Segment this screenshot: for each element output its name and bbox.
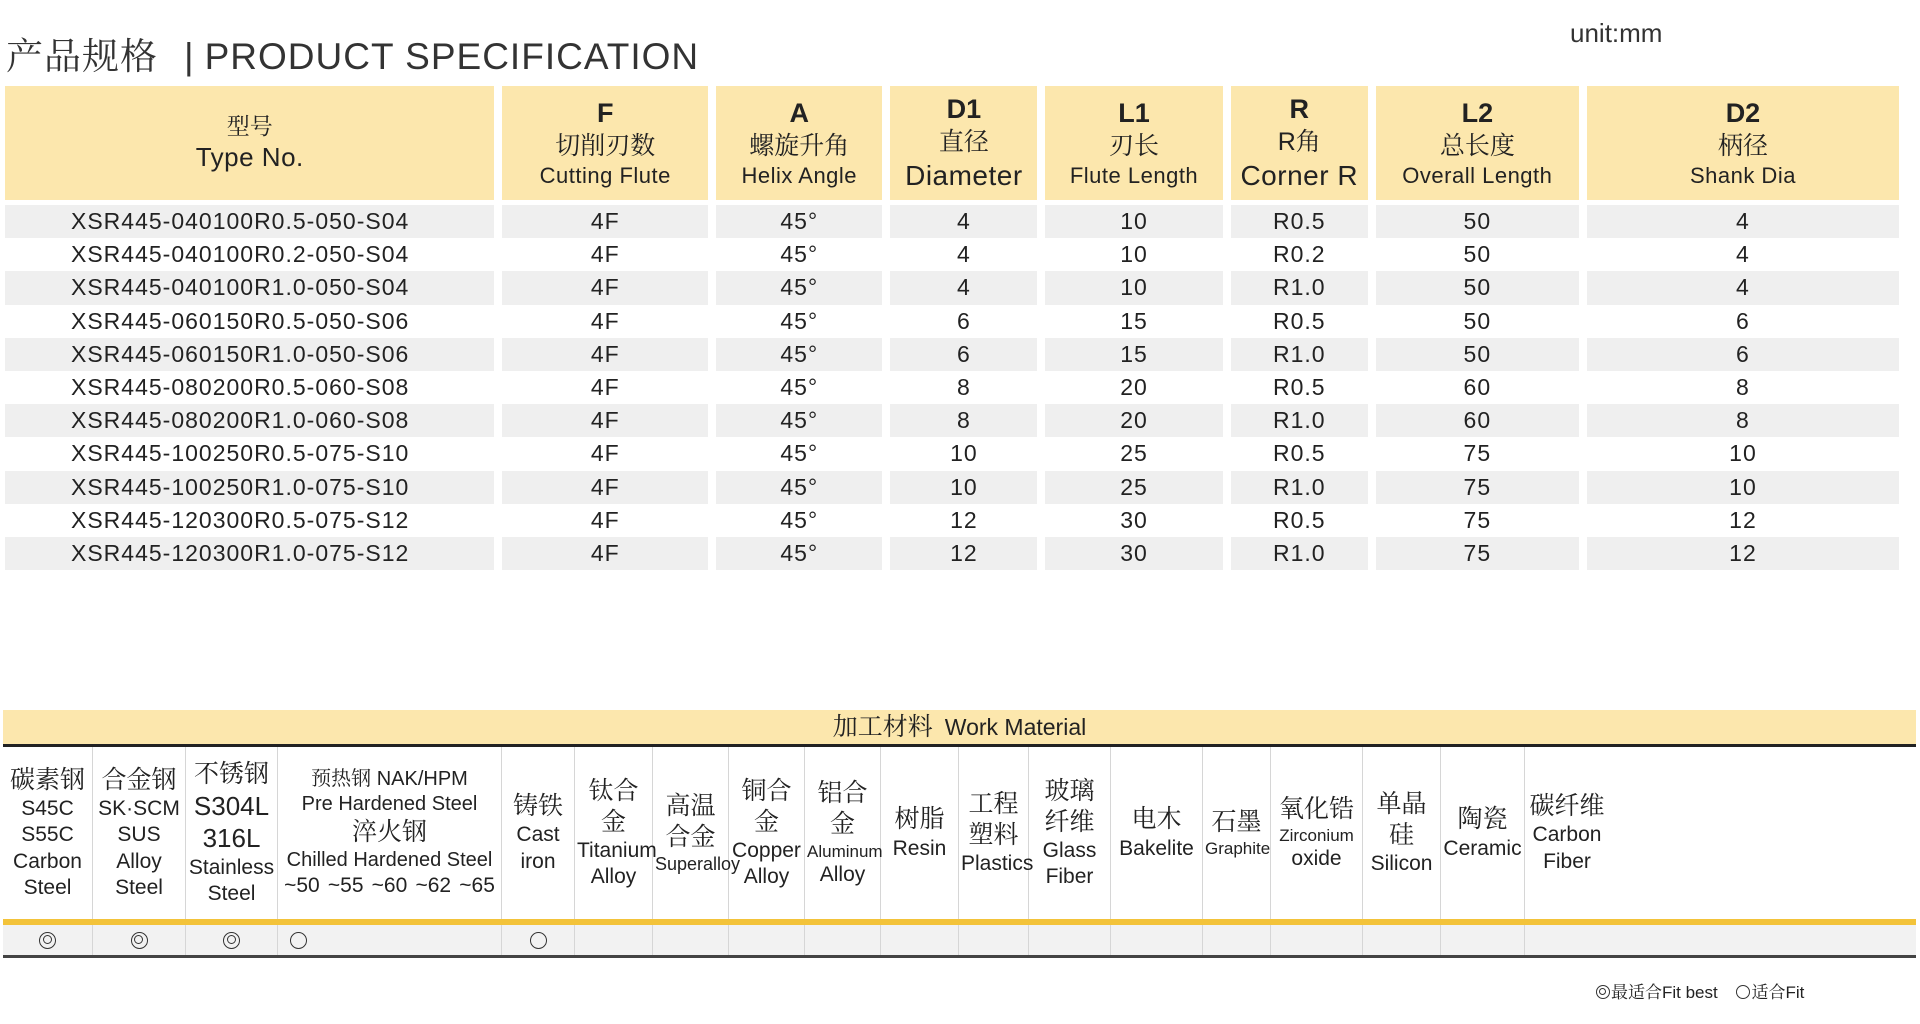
table-row [5, 271, 1899, 304]
material-text: Glass [1042, 839, 1097, 862]
material-text: Silicon [1370, 852, 1433, 876]
spec-cell: R0.5 [1272, 307, 1326, 334]
material-silicon [1363, 747, 1441, 919]
material-text: 合金 [665, 822, 716, 851]
spec-cell: R0.5 [1272, 440, 1326, 467]
spec-cell: 75 [1463, 506, 1492, 533]
model-cell: XSR445-060150R0.5-050-S06 [71, 307, 410, 334]
fit-legend [1596, 978, 1804, 1003]
material-text: S55C [21, 823, 74, 847]
fit-cell-silicon [1363, 925, 1441, 955]
header-label-cn: 刃长 [1109, 131, 1160, 160]
material-text: 单晶硅 [1376, 789, 1427, 849]
material-text: S304L [193, 790, 270, 821]
spec-cell: 75 [1463, 440, 1492, 467]
material-text: 工程 [968, 789, 1019, 818]
fit-cell-alloy [93, 925, 186, 955]
work-material-grid [3, 744, 1916, 925]
material-text: Carbon [1532, 823, 1602, 847]
material-text: 氧化锆 [1278, 794, 1354, 823]
spec-header-cell [5, 86, 494, 205]
spec-cell: 4 [1736, 241, 1750, 268]
material-glass-fiber [1029, 747, 1111, 919]
fit-cell-titanium [575, 925, 653, 955]
spec-cell: R1.0 [1231, 404, 1368, 437]
material-text: 树脂 [894, 805, 945, 834]
fit-cell-ceramic [1441, 925, 1525, 955]
material-text: 玻璃 [1044, 776, 1095, 805]
header-label-cn: 直径 [938, 127, 989, 156]
spec-cell: 12 [1587, 537, 1899, 570]
spec-cell: 6 [1587, 338, 1899, 371]
spec-cell: 10 [890, 471, 1037, 504]
spec-cell: 45° [716, 471, 882, 504]
spec-cell: 4F [590, 440, 620, 467]
material-text: 铝合金 [817, 779, 868, 839]
spec-cell: 15 [1045, 338, 1222, 371]
material-text: Steel [23, 875, 72, 899]
spec-cell: R0.5 [1272, 506, 1326, 533]
header-label-cn: 切削刃数 [555, 131, 656, 160]
material-text: 碳纤维 [1529, 792, 1605, 821]
spec-header-cell [1045, 86, 1222, 205]
spec-cell: 75 [1376, 471, 1579, 504]
header-symbol: A [789, 97, 809, 128]
header-label-en: Helix Angle [741, 162, 858, 188]
fit-cell-stainless [186, 925, 278, 955]
fit-cell-superalloy [653, 925, 729, 955]
material-text: 316L [202, 823, 261, 854]
fit-cell-carbon-fiber [1525, 925, 1609, 955]
material-text: Ceramic [1443, 836, 1522, 860]
material-prehardened [278, 747, 502, 919]
spec-header-cell [1376, 86, 1579, 205]
spec-cell: 4F [502, 404, 708, 437]
material-carbon-fiber [1525, 747, 1609, 919]
model-cell: XSR445-040100R0.5-050-S04 [5, 205, 494, 238]
spec-cell: 45° [716, 205, 882, 238]
spec-cell: 20 [1120, 374, 1148, 401]
title-separator: | [184, 36, 195, 77]
material-text: 陶瓷 [1457, 805, 1508, 834]
material-bakelite [1111, 747, 1203, 919]
material-superalloy [653, 747, 741, 919]
spec-cell: 4 [1587, 205, 1899, 238]
header-label-cn: 总长度 [1439, 131, 1515, 160]
spec-cell: 50 [1376, 205, 1579, 238]
header-label-cn: 螺旋升角 [749, 131, 850, 160]
fit-cell-aluminum [805, 925, 881, 955]
spec-cell: 25 [1120, 440, 1148, 467]
material-cast-iron [502, 747, 575, 919]
hrc-value: ~55 [327, 874, 364, 897]
spec-cell: 45° [780, 241, 819, 268]
header-label-en: Corner R [1240, 160, 1359, 191]
spec-cell: R1.0 [1231, 338, 1368, 371]
material-text: 铸铁 [512, 792, 563, 821]
table-row [5, 305, 1899, 338]
spec-cell: 4F [590, 241, 620, 268]
page-title-en: PRODUCT SPECIFICATION [204, 36, 700, 77]
material-text: Fiber [1045, 865, 1094, 889]
spec-cell: 6 [1736, 307, 1750, 334]
spec-cell: 8 [956, 374, 971, 401]
table-row [5, 404, 1899, 437]
spec-cell: 50 [1376, 338, 1579, 371]
fit-cell-zirconium [1271, 925, 1363, 955]
spec-cell: 25 [1045, 471, 1222, 504]
spec-cell: 45° [780, 440, 819, 467]
spec-cell: 6 [890, 338, 1037, 371]
table-row [5, 504, 1899, 537]
table-row [5, 371, 1899, 404]
table-row [5, 471, 1899, 504]
legend-best-label: 最适合Fit best [1611, 983, 1718, 1002]
fit-cell-cast-iron [502, 925, 575, 955]
spec-cell: 4F [590, 374, 620, 401]
spec-cell: 4 [1587, 271, 1899, 304]
page-title [6, 26, 699, 80]
header-symbol: L1 [1118, 97, 1150, 128]
material-text: Graphite [1205, 839, 1271, 858]
spec-cell: 10 [1587, 471, 1899, 504]
spec-header-cell [502, 86, 708, 205]
spec-cell: 10 [1729, 440, 1757, 467]
spec-cell: 75 [1376, 537, 1579, 570]
model-cell: XSR445-120300R0.5-075-S12 [71, 506, 410, 533]
material-text: Alloy [116, 849, 162, 873]
material-text: SK·SCM [98, 797, 180, 821]
material-text: Alloy [743, 865, 790, 889]
header-symbol: D1 [946, 94, 982, 124]
spec-cell: 45° [780, 374, 819, 401]
spec-cell: 8 [890, 404, 1037, 437]
spec-cell: 4F [502, 271, 708, 304]
fit-cell-bakelite [1111, 925, 1203, 955]
material-ceramic [1441, 747, 1525, 919]
fit-cell-copper [729, 925, 805, 955]
table-row [5, 238, 1899, 271]
fit-best-circle-icon [1596, 985, 1610, 999]
spec-cell: 4F [502, 338, 708, 371]
material-titanium [575, 747, 657, 919]
material-text: Cast [516, 823, 560, 847]
material-text: 不锈钢 [193, 759, 269, 788]
material-zirconium [1271, 747, 1363, 919]
material-text: Steel [207, 882, 256, 906]
material-text: Pre Hardened Steel [301, 792, 478, 815]
fit-circle-icon [530, 932, 547, 949]
spec-header-cell [716, 86, 882, 205]
hrc-value: ~60 [371, 874, 408, 897]
model-cell: XSR445-040100R0.2-050-S04 [71, 241, 410, 268]
header-symbol: F [597, 97, 614, 128]
material-text: 石墨 [1211, 807, 1262, 836]
spec-cell: 12 [950, 506, 978, 533]
spec-cell: 30 [1045, 537, 1222, 570]
spec-cell: 4F [590, 307, 620, 334]
material-text: Copper [732, 839, 801, 862]
material-text: 淬火钢 [351, 817, 427, 846]
material-text: 预热钢 NAK/HPM [311, 767, 468, 790]
material-text: SUS [117, 823, 161, 847]
hrc-value: ~65 [459, 874, 495, 897]
hrc-range-row [280, 873, 499, 899]
fit-circle-icon [290, 932, 307, 949]
spec-cell: 20 [1045, 404, 1222, 437]
spec-cell: 8 [1587, 404, 1899, 437]
material-carbon [3, 747, 93, 919]
material-text: 钛合金 [588, 776, 639, 836]
fit-cell-carbon [3, 925, 93, 955]
spec-cell: 4F [502, 537, 708, 570]
fit-cell-plastics [959, 925, 1029, 955]
material-aluminum [805, 747, 881, 919]
spec-cell: R0.2 [1272, 241, 1326, 268]
material-text: Titanium [577, 839, 657, 862]
spec-cell: R1.0 [1231, 537, 1368, 570]
fit-best-circle-icon [131, 932, 148, 949]
spec-cell: 12 [1729, 506, 1757, 533]
spec-cell: 15 [1120, 307, 1148, 334]
spec-cell: 10 [950, 440, 978, 467]
spec-cell: 8 [1736, 374, 1750, 401]
model-cell: XSR445-100250R0.5-075-S10 [71, 440, 410, 467]
page-title-cn: 产品规格 [6, 36, 158, 77]
work-material-header [3, 710, 1916, 744]
spec-header-cell [1231, 86, 1368, 205]
spec-cell: 45° [716, 338, 882, 371]
material-stainless [186, 747, 278, 919]
material-text: 高温 [665, 791, 716, 820]
material-text: 塑料 [968, 820, 1019, 849]
unit-label: unit:mm [1570, 18, 1663, 48]
material-text: S45C [21, 797, 74, 821]
model-cell: XSR445-080200R0.5-060-S08 [71, 374, 410, 401]
header-label-cn: R角 [1277, 127, 1321, 156]
material-alloy [93, 747, 186, 919]
spec-cell: 6 [956, 307, 971, 334]
header-symbol: R [1289, 94, 1309, 124]
fit-cell-resin [881, 925, 959, 955]
material-text: 合金钢 [101, 765, 177, 794]
table-row [5, 205, 1899, 238]
hrc-value: ~50 [284, 874, 320, 897]
header-label-en: Overall Length [1402, 162, 1553, 188]
header-label-cn: 柄径 [1717, 131, 1768, 160]
material-text: oxide [1291, 847, 1342, 871]
fit-best-circle-icon [223, 932, 240, 949]
fit-circle-icon [1736, 985, 1750, 999]
header-label-en: Shank Dia [1689, 162, 1796, 188]
material-copper [729, 747, 805, 919]
model-cell: XSR445-100250R1.0-075-S10 [5, 471, 494, 504]
material-text: Fiber [1543, 849, 1591, 873]
material-resin [881, 747, 959, 919]
header-label-en: Flute Length [1069, 162, 1199, 188]
spec-body [5, 205, 1899, 570]
spec-cell: 45° [716, 404, 882, 437]
fit-cell-prehardened [278, 925, 502, 955]
hrc-value: ~62 [415, 874, 452, 897]
table-row [5, 437, 1899, 470]
spec-cell: R1.0 [1231, 471, 1368, 504]
spec-cell: 10 [1045, 271, 1222, 304]
model-cell: XSR445-080200R1.0-060-S08 [5, 404, 494, 437]
material-text: Aluminum [807, 841, 883, 861]
legend-fit-label: 适合Fit [1751, 983, 1805, 1002]
table-row [5, 537, 1899, 570]
spec-cell: 60 [1463, 374, 1492, 401]
model-cell: XSR445-060150R1.0-050-S06 [5, 338, 494, 371]
work-material-header-en: Work Material [944, 714, 1087, 740]
header-symbol: L2 [1461, 97, 1494, 128]
spec-cell: R0.5 [1272, 374, 1326, 401]
spec-cell: 50 [1376, 271, 1579, 304]
spec-cell: 4 [890, 205, 1037, 238]
header-label-en: Cutting Flute [539, 162, 671, 188]
material-text: Stainless [188, 855, 275, 879]
material-graphite [1203, 747, 1271, 919]
spec-cell: 45° [780, 307, 819, 334]
work-material-panel [3, 710, 1916, 958]
header-label-en: Type No. [195, 142, 304, 173]
spec-table [0, 86, 1907, 570]
material-text: 铜合金 [741, 776, 792, 836]
spec-cell: 60 [1376, 404, 1579, 437]
fit-best-circle-icon [39, 932, 56, 949]
header-label-en: Diameter [905, 160, 1023, 191]
spec-cell: 10 [1045, 205, 1222, 238]
table-row [5, 338, 1899, 371]
material-text: Alloy [590, 865, 637, 889]
spec-cell: 45° [780, 506, 819, 533]
spec-cell: 4F [502, 205, 708, 238]
model-cell: XSR445-040100R1.0-050-S04 [5, 271, 494, 304]
material-text: 电木 [1131, 805, 1182, 834]
material-text: Resin [892, 836, 947, 860]
spec-cell: 4F [590, 506, 620, 533]
spec-header-cell [890, 86, 1037, 205]
spec-cell: 50 [1463, 307, 1492, 334]
fit-cell-glass-fiber [1029, 925, 1111, 955]
spec-cell: 50 [1463, 241, 1492, 268]
material-text: Plastics [961, 852, 1034, 876]
fit-cell-graphite [1203, 925, 1271, 955]
spec-cell: R0.5 [1231, 205, 1368, 238]
header-symbol: D2 [1725, 97, 1761, 128]
material-text: 纤维 [1044, 807, 1095, 836]
spec-cell: 12 [890, 537, 1037, 570]
spec-cell: 30 [1120, 506, 1148, 533]
spec-cell: 4 [956, 241, 971, 268]
material-text: Bakelite [1119, 836, 1194, 860]
material-text: Alloy [819, 862, 866, 886]
spec-cell: 4F [502, 471, 708, 504]
spec-cell: 45° [716, 271, 882, 304]
material-text: iron [520, 849, 556, 873]
spec-cell: 10 [1120, 241, 1148, 268]
spec-cell: 45° [716, 537, 882, 570]
work-material-fit-row [3, 925, 1916, 958]
material-plastics [959, 747, 1034, 919]
spec-header-row [5, 86, 1899, 205]
work-material-header-cn: 加工材料 [832, 713, 933, 741]
material-text: Superalloy [655, 854, 741, 874]
header-label-cn: 型号 [226, 113, 273, 140]
model-cell: XSR445-120300R1.0-075-S12 [5, 537, 494, 570]
material-text: Carbon [13, 849, 82, 873]
spec-cell: R1.0 [1231, 271, 1368, 304]
material-text: 碳素钢 [9, 765, 85, 794]
material-text: Zirconium [1279, 825, 1354, 845]
spec-cell: 4 [890, 271, 1037, 304]
spec-header-cell [1587, 86, 1899, 205]
material-text: Chilled Hardened Steel [286, 849, 493, 871]
material-text: Steel [115, 875, 163, 899]
